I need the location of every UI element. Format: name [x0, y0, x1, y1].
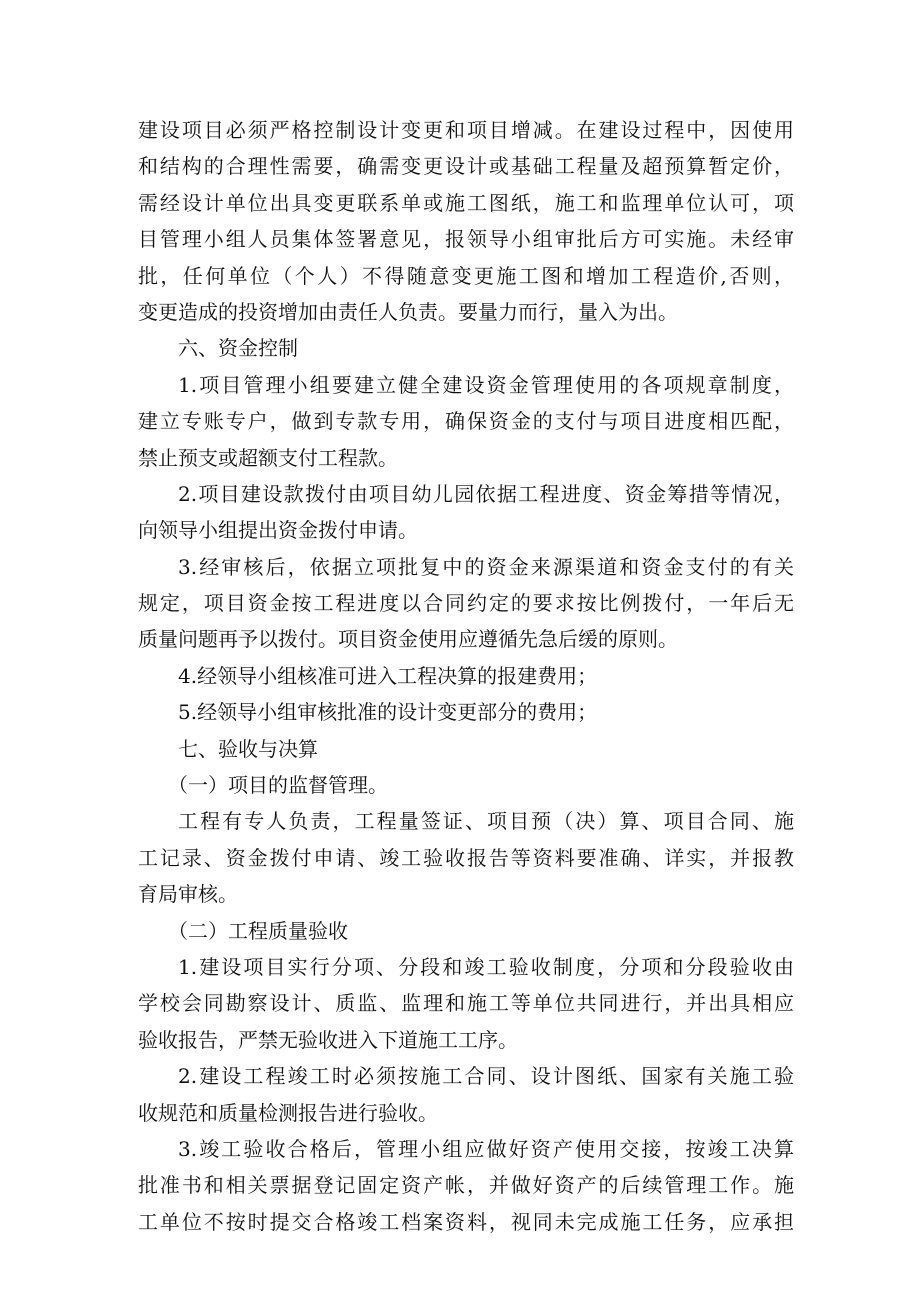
text-line: 批准书和相关票据登记固定资产帐，并做好资产的后续管理工作。施 — [138, 1173, 794, 1198]
text-line: 1.项目管理小组要建立健全建设资金管理使用的各项规章制度， — [178, 372, 794, 397]
text-line: 规定，项目资金按工程进度以合同约定的要求按比例拨付，一年后无 — [138, 591, 794, 616]
text-line: 建设项目必须严格控制设计变更和项目增减。在建设过程中，因使用 — [138, 118, 794, 142]
text-line: 质量问题再予以拨付。项目资金使用应遵循先急后缓的原则。 — [138, 627, 678, 652]
text-line: 验收报告，严禁无验收进入下道施工工序。 — [138, 1027, 518, 1052]
text-line: 向领导小组提出资金拨付申请。 — [138, 518, 418, 543]
text-line: 禁止预支或超额支付工程款。 — [138, 445, 398, 470]
section-heading: 七、验收与决算 — [178, 736, 318, 761]
text-line: 工记录、资金拨付申请、竣工验收报告等资料要准确、详实，并报教 — [138, 845, 794, 870]
text-line: 和结构的合理性需要，确需变更设计或基础工程量及超预算暂定价， — [138, 154, 794, 179]
text-line: 2.建设工程竣工时必须按施工合同、设计图纸、国家有关施工验 — [178, 1064, 794, 1089]
text-line: 工单位不按时提交合格竣工档案资料，视同未完成施工任务，应承担 — [138, 1209, 794, 1234]
document-body — [138, 112, 794, 1240]
text-line: 2.项目建设款拨付由项目幼儿园依据工程进度、资金筹措等情况， — [178, 481, 794, 506]
text-line: 5.经领导小组审核批准的设计变更部分的费用； — [178, 700, 598, 725]
text-line: 3.竣工验收合格后，管理小组应做好资产使用交接，按竣工决算 — [178, 1136, 794, 1161]
text-line: 工程有专人负责，工程量签证、项目预（决）算、项目合同、施 — [178, 809, 794, 834]
section-heading: 六、资金控制 — [178, 336, 298, 361]
text-line: 4.经领导小组核准可进入工程决算的报建费用； — [178, 663, 598, 688]
text-line: 收规范和质量检测报告进行验收。 — [138, 1100, 438, 1125]
text-line: 批，任何单位（个人）不得随意变更施工图和增加工程造价,否则， — [138, 263, 794, 288]
text-line: 1.建设项目实行分项、分段和竣工验收制度，分项和分段验收由 — [178, 954, 794, 979]
subsection-heading: （一）项目的监督管理。 — [168, 773, 388, 798]
text-line: 3.经审核后，依据立项批复中的资金来源渠道和资金支付的有关 — [178, 554, 794, 579]
text-line: 建立专账专户，做到专款专用，确保资金的支付与项目进度相匹配， — [138, 409, 794, 434]
text-line: 需经设计单位出具变更联系单或施工图纸，施工和监理单位认可，项 — [138, 190, 794, 215]
text-line: 变更造成的投资增加由责任人负责。要量力而行，量入为出。 — [138, 299, 678, 324]
text-line: 目管理小组人员集体签署意见，报领导小组审批后方可实施。未经审 — [138, 227, 794, 252]
text-line: 学校会同勘察设计、质监、监理和施工等单位共同进行，并出具相应 — [138, 991, 794, 1016]
text-line: 育局审核。 — [138, 882, 238, 907]
subsection-heading: （二）工程质量验收 — [168, 918, 348, 943]
